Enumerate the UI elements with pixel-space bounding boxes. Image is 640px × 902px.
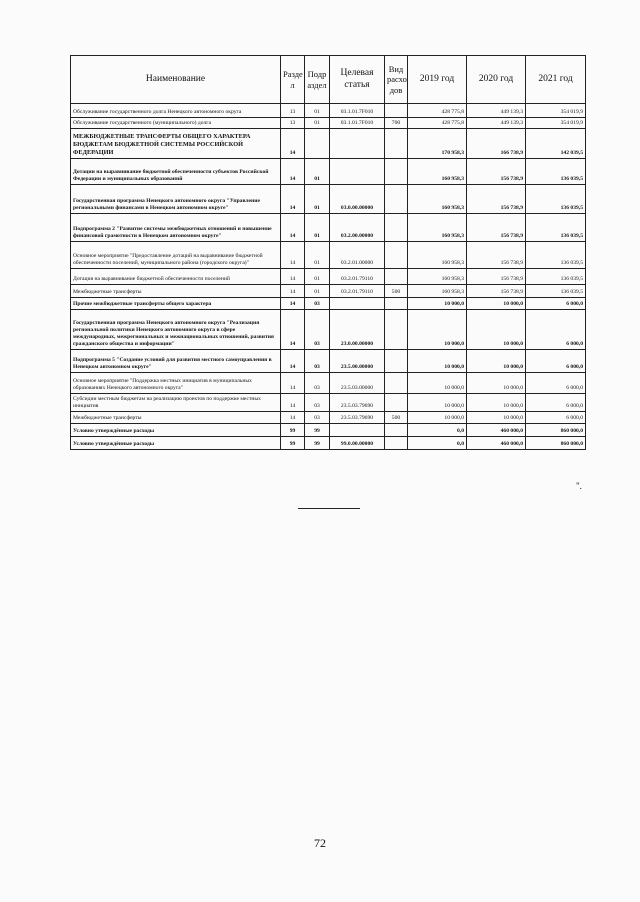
row-name-cell: Государственная программа Ненецкого автономного округа "Реализация региональной политики Ненецкого автономного округа в сфере международных, межрегиональных и межнациональных отношений, развития гражданского общества и информации" [71, 310, 281, 350]
row-section-cell: 14 [281, 185, 305, 214]
row-name-cell: Подпрограмма 5 "Создание условий для развития местного самоуправления в Ненецком автономном округе" [71, 350, 281, 373]
table-row [71, 373, 586, 394]
row-2019-value: 160 958,3 [408, 285, 467, 298]
row-expense-type-cell: 500 [385, 412, 408, 424]
row-target-article-cell: 03.0.00.00000 [330, 185, 385, 214]
row-2021-value: 142 039,5 [526, 129, 586, 159]
row-expense-type-cell [385, 394, 408, 412]
row-subsection-cell: 03 [305, 350, 330, 373]
row-2019-value: 428 775,8 [408, 104, 467, 118]
row-section-cell: 14 [281, 285, 305, 298]
row-target-article-cell: 03.2.01.79110 [330, 285, 385, 298]
table-row [71, 350, 586, 373]
row-2019-value: 160 958,3 [408, 159, 467, 185]
row-subsection-cell: 01 [305, 104, 330, 118]
row-2020-value: 460 000,0 [467, 424, 526, 437]
row-target-article-cell: 23.5.03.00000 [330, 373, 385, 394]
row-2019-value: 10 000,0 [408, 310, 467, 350]
row-2021-value: 136 039,5 [526, 242, 586, 269]
row-2021-value: 6 000,0 [526, 310, 586, 350]
row-subsection-cell: 03 [305, 394, 330, 412]
row-subsection-cell: 03 [305, 298, 330, 310]
row-expense-type-cell [385, 424, 408, 437]
row-subsection-cell: 01 [305, 214, 330, 242]
row-section-cell: 14 [281, 242, 305, 269]
table-row [71, 104, 586, 118]
row-2020-value: 449 139,3 [467, 104, 526, 118]
row-name-cell: Основное мероприятие "Поддержка местных инициатив в муниципальных образованиях Ненецкого автономного округа" [71, 373, 281, 394]
row-2021-value: 6 000,0 [526, 298, 586, 310]
row-2020-value: 156 738,9 [467, 185, 526, 214]
row-expense-type-cell [385, 242, 408, 269]
row-subsection-cell: 01 [305, 185, 330, 214]
row-expense-type-cell [385, 129, 408, 159]
row-section-cell: 14 [281, 394, 305, 412]
row-expense-type-cell: 700 [385, 118, 408, 129]
row-2020-value: 10 000,0 [467, 394, 526, 412]
row-2021-value: 6 000,0 [526, 394, 586, 412]
row-subsection-cell: 03 [305, 310, 330, 350]
row-2019-value: 160 958,3 [408, 242, 467, 269]
table-header-row [71, 56, 586, 104]
row-section-cell: 13 [281, 104, 305, 118]
row-section-cell: 14 [281, 412, 305, 424]
row-target-article-cell: 03.1.01.7F010 [330, 118, 385, 129]
table-row [71, 310, 586, 350]
row-2020-value: 10 000,0 [467, 298, 526, 310]
row-target-article-cell: 99.0.00.00000 [330, 437, 385, 450]
table-row [71, 269, 586, 285]
table-row [71, 437, 586, 450]
col-header-target-article: Целевая статья [330, 56, 385, 104]
row-name-cell: Прочие межбюджетные трансферты общего характера [71, 298, 281, 310]
col-header-2020: 2020 год [467, 56, 526, 104]
row-2020-value: 10 000,0 [467, 373, 526, 394]
row-2020-value: 10 000,0 [467, 350, 526, 373]
col-header-name: Наименование [71, 56, 281, 104]
row-2019-value: 10 000,0 [408, 350, 467, 373]
row-target-article-cell [330, 298, 385, 310]
row-name-cell: Межбюджетные трансферты [71, 285, 281, 298]
col-header-subsection: Подр аздел [305, 56, 330, 104]
row-2021-value: 136 039,5 [526, 269, 586, 285]
row-expense-type-cell [385, 373, 408, 394]
row-2019-value: 160 958,3 [408, 269, 467, 285]
row-expense-type-cell [385, 298, 408, 310]
row-name-cell: Субсидии местным бюджетам на реализацию проектов по поддержке местных инициатив [71, 394, 281, 412]
row-expense-type-cell [385, 214, 408, 242]
row-2020-value: 156 738,9 [467, 214, 526, 242]
col-header-2021: 2021 год [526, 56, 586, 104]
row-2020-value: 449 139,3 [467, 118, 526, 129]
row-2019-value: 160 958,3 [408, 214, 467, 242]
row-2020-value: 460 000,0 [467, 437, 526, 450]
col-header-2019: 2019 год [408, 56, 467, 104]
row-expense-type-cell [385, 104, 408, 118]
row-name-cell: Обслуживание государственного долга Ненецкого автономного округа [71, 104, 281, 118]
row-target-article-cell [330, 159, 385, 185]
table-row [71, 424, 586, 437]
row-name-cell: Государственная программа Ненецкого автономного округа "Управление региональными финансами в Ненецком автономном округе" [71, 185, 281, 214]
separator-line [298, 508, 360, 509]
row-name-cell: Дотация на выравнивание бюджетной обеспеченности поселений [71, 269, 281, 285]
row-section-cell: 14 [281, 373, 305, 394]
closing-quote: ". [576, 481, 582, 491]
row-expense-type-cell [385, 310, 408, 350]
row-2021-value: 354 019,9 [526, 118, 586, 129]
row-name-cell: Обслуживание государственного (муниципального) долга [71, 118, 281, 129]
row-target-article-cell: 03.2.01.00000 [330, 242, 385, 269]
row-section-cell: 14 [281, 298, 305, 310]
row-2019-value: 0,0 [408, 424, 467, 437]
row-name-cell: Межбюджетные трансферты [71, 412, 281, 424]
table-row [71, 185, 586, 214]
row-expense-type-cell [385, 269, 408, 285]
page-number: 72 [314, 836, 326, 850]
row-2020-value: 156 738,9 [467, 285, 526, 298]
row-2021-value: 860 000,0 [526, 437, 586, 450]
row-target-article-cell: 23.5.03.79690 [330, 394, 385, 412]
row-section-cell: 14 [281, 310, 305, 350]
table-row [71, 159, 586, 185]
row-subsection-cell: 01 [305, 159, 330, 185]
row-2021-value: 136 039,5 [526, 285, 586, 298]
row-name-cell: Подпрограмма 2 "Развитие системы межбюджетных отношений и повышение финансовой грамотности в Ненецком автономном округе" [71, 214, 281, 242]
row-2019-value: 0,0 [408, 437, 467, 450]
row-subsection-cell: 99 [305, 424, 330, 437]
row-section-cell: 13 [281, 118, 305, 129]
row-section-cell: 14 [281, 269, 305, 285]
row-section-cell: 99 [281, 437, 305, 450]
table-row [71, 214, 586, 242]
row-2019-value: 10 000,0 [408, 373, 467, 394]
row-subsection-cell: 01 [305, 285, 330, 298]
row-target-article-cell [330, 129, 385, 159]
row-expense-type-cell [385, 185, 408, 214]
table-row [71, 118, 586, 129]
row-2019-value: 10 000,0 [408, 394, 467, 412]
row-section-cell: 99 [281, 424, 305, 437]
row-2019-value: 10 000,0 [408, 298, 467, 310]
row-2020-value: 156 738,9 [467, 269, 526, 285]
row-target-article-cell: 03.2.01.79110 [330, 269, 385, 285]
row-2019-value: 160 958,3 [408, 185, 467, 214]
row-2021-value: 136 039,5 [526, 214, 586, 242]
col-header-expense-type: Вид расхо дов [385, 56, 408, 104]
row-name-cell: Основное мероприятие "Предоставление дотаций на выравнивание бюджетной обеспеченности поселений, муниципального района (городского округа)" [71, 242, 281, 269]
row-subsection-cell: 03 [305, 412, 330, 424]
row-section-cell: 14 [281, 214, 305, 242]
row-expense-type-cell [385, 350, 408, 373]
row-2020-value: 166 738,9 [467, 129, 526, 159]
row-2019-value: 170 958,3 [408, 129, 467, 159]
row-target-article-cell: 23.5.00.00000 [330, 350, 385, 373]
row-2019-value: 10 000,0 [408, 412, 467, 424]
row-target-article-cell: 23.0.00.00000 [330, 310, 385, 350]
row-subsection-cell: 01 [305, 269, 330, 285]
row-section-cell: 14 [281, 350, 305, 373]
row-name-cell: Условно утверждённые расходы [71, 437, 281, 450]
table-row [71, 129, 586, 159]
row-target-article-cell: 23.5.03.79690 [330, 412, 385, 424]
row-target-article-cell [330, 424, 385, 437]
row-name-cell: Условно утверждённые расходы [71, 424, 281, 437]
row-2021-value: 6 000,0 [526, 350, 586, 373]
table-row [71, 298, 586, 310]
row-2021-value: 136 039,5 [526, 185, 586, 214]
row-2020-value: 10 000,0 [467, 310, 526, 350]
row-subsection-cell: 01 [305, 118, 330, 129]
row-expense-type-cell: 500 [385, 285, 408, 298]
row-expense-type-cell [385, 159, 408, 185]
row-2021-value: 860 000,0 [526, 424, 586, 437]
row-2019-value: 428 775,8 [408, 118, 467, 129]
table-body [71, 104, 586, 450]
row-2021-value: 136 039,5 [526, 159, 586, 185]
budget-table [70, 55, 586, 450]
row-subsection-cell: 01 [305, 242, 330, 269]
row-subsection-cell: 99 [305, 437, 330, 450]
table-row [71, 285, 586, 298]
row-2021-value: 354 019,9 [526, 104, 586, 118]
table-row [71, 394, 586, 412]
table-row [71, 242, 586, 269]
row-section-cell: 14 [281, 129, 305, 159]
row-target-article-cell: 03.2.00.00000 [330, 214, 385, 242]
row-expense-type-cell [385, 437, 408, 450]
row-2020-value: 10 000,0 [467, 412, 526, 424]
row-name-cell: МЕЖБЮДЖЕТНЫЕ ТРАНСФЕРТЫ ОБЩЕГО ХАРАКТЕРА БЮДЖЕТАМ БЮДЖЕТНОЙ СИСТЕМЫ РОССИЙСКОЙ ФЕДЕРАЦИИ [71, 129, 281, 159]
row-subsection-cell: 03 [305, 373, 330, 394]
row-2020-value: 156 738,9 [467, 159, 526, 185]
row-2021-value: 6 000,0 [526, 373, 586, 394]
row-2020-value: 156 738,9 [467, 242, 526, 269]
table-row [71, 412, 586, 424]
row-target-article-cell: 03.1.01.7F010 [330, 104, 385, 118]
row-name-cell: Дотации на выравнивание бюджетной обеспеченности субъектов Российской Федерации и муниципальных образований [71, 159, 281, 185]
col-header-section: Разде л [281, 56, 305, 104]
row-section-cell: 14 [281, 159, 305, 185]
row-2021-value: 6 000,0 [526, 412, 586, 424]
row-subsection-cell [305, 129, 330, 159]
